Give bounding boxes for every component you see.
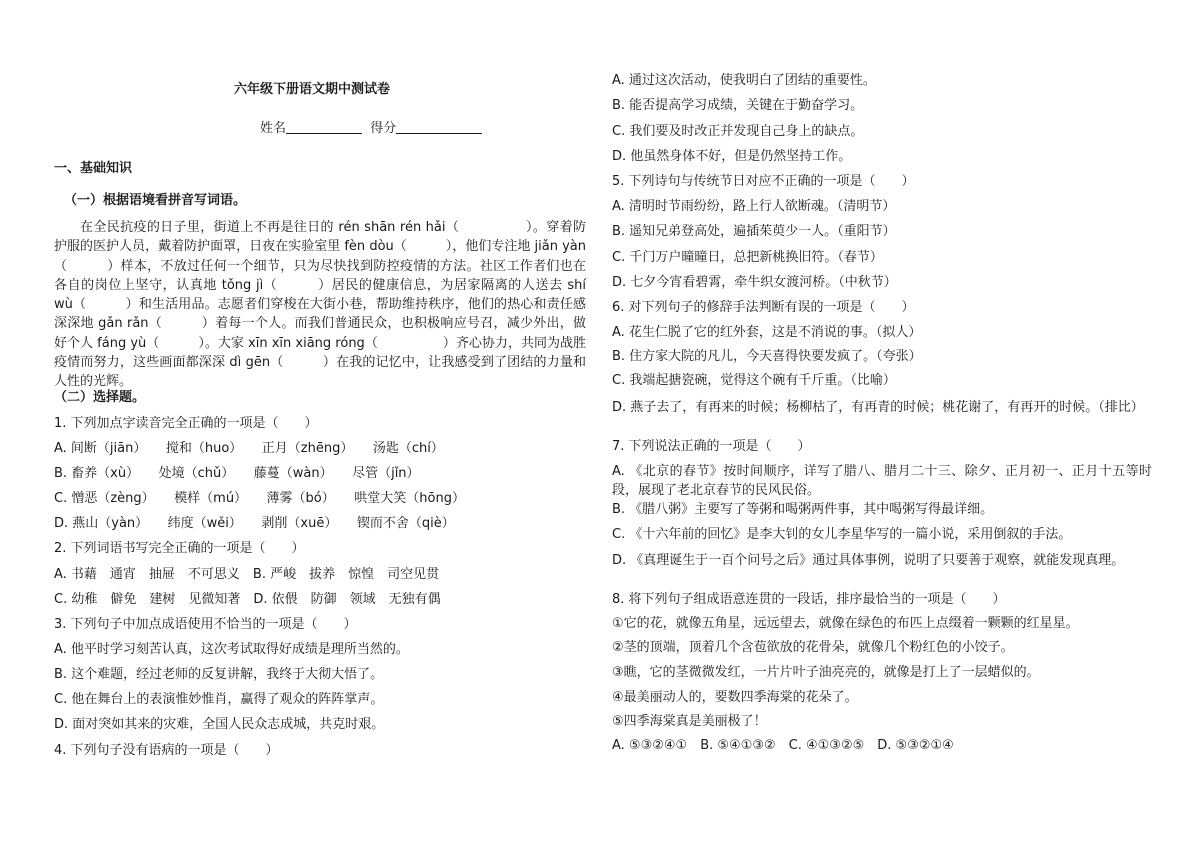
q7-option-c: C. 《十六年前的回忆》是李大钊的女儿李星华写的一篇小说，采用倒叙的手法。 (612, 527, 1072, 542)
q7-option-b: B. 《腊八粥》主要写了等粥和喝粥两件事，其中喝粥写得最详细。 (612, 502, 994, 517)
q2-stem: 2. 下列词语书写完全正确的一项是（ ） (54, 541, 305, 556)
q8-sentence-3: ③瞧，它的茎微微发红，一片片叶子油亮亮的，就像是打上了一层蜡似的。 (612, 665, 1040, 680)
name-score-line (260, 120, 482, 138)
q8-sentence-1: ①它的花，就像五角星，远远望去，就像在绿色的布匹上点缀着一颗颗的红星星。 (612, 616, 1079, 631)
q8-sentence-2: ②茎的顶端，顶着几个含苞欲放的花骨朵，就像几个粉红色的小饺子。 (612, 640, 1014, 655)
score-label: 得分 (370, 121, 397, 136)
q4-stem: 4. 下列句子没有语病的一项是（ ） (54, 743, 279, 758)
pinyin-paragraph: 在全民抗疫的日子里，街道上不再是往日的 rén shān rén hǎi（ ）。穿着防护服的医护人员，戴着防护面罩，日夜在实验室里 fèn dòu（ ），他们专注地 jiǎn yàn（ ）样本，不放过任何一个细节，只为尽快找到防控疫情的方法。社区工作者们也在各自的岗位上坚守，认真地 tǒng jì（ ）居民的健康信息，为居家隔离的人送去 shí wù（ ）和生活用品。志愿者们穿梭在大街小巷，帮助维持秩序，他们的热心和责任感深深地 gǎn rǎn（ ）着每一个人。而我们普通民众，也积极响应号召，减少外出，做好个人 fáng yù（ ）。大家 xīn xīn xiāng róng（ ）齐心协力，共同为战胜疫情而努力，这些画面都深深 dì gēn（ ）在我的记忆中，让我感受到了团结的力量和人性的光辉。 (54, 220, 586, 390)
q4-option-a: A. 通过这次活动，使我明白了团结的重要性。 (612, 73, 876, 88)
q5-stem: 5. 下列诗句与传统节日对应不正确的一项是（ ） (612, 174, 915, 189)
exam-title: 六年级下册语文期中测试卷 (234, 82, 391, 97)
q1-option-c: C. 憎恶（zèng） 模样（mú） 薄雾（bó） 哄堂大笑（hōng） (54, 491, 465, 506)
q3-stem: 3. 下列句子中加点成语使用不恰当的一项是（ ） (54, 617, 357, 632)
q7-stem: 7. 下列说法正确的一项是（ ） (612, 439, 811, 454)
q8-stem: 8. 将下列句子组成语意连贯的一段话，排序最恰当的一项是（ ） (612, 592, 1006, 607)
q1-option-d: D. 燕山（yàn） 纬度（wěi） 剥削（xuē） 锲而不舍（qiè） (54, 516, 455, 531)
q3-option-d: D. 面对突如其来的灾难，全国人民众志成城，共克时艰。 (54, 717, 385, 732)
part2-heading: （二）选择题。 (54, 390, 146, 405)
q5-option-d: D. 七夕今宵看碧霄，牵牛织女渡河桥。（中秋节） (612, 275, 897, 290)
q1-option-a: A. 间断（jiān） 搅和（huo） 正月（zhēng） 汤匙（chí） (54, 441, 444, 456)
q1-option-b: B. 畜养（xù） 处境（chǔ） 藤蔓（wàn） 尽管（jǐn） (54, 466, 420, 481)
q5-option-c: C. 千门万户曈曈日，总把新桃换旧符。（春节） (612, 250, 883, 265)
q2-option-cd: C. 幼稚 僻免 建树 见微知著 D. 依偎 防御 领域 无独有偶 (54, 592, 441, 607)
q8-sentence-5: ⑤四季海棠真是美丽极了！ (612, 714, 767, 729)
q4-option-c: C. 我们要及时改正并发现自己身上的缺点。 (612, 124, 864, 139)
q5-option-b: B. 遥知兄弟登高处，遍插茱萸少一人。（重阳节） (612, 224, 896, 239)
q4-option-b: B. 能否提高学习成绩，关键在于勤奋学习。 (612, 98, 864, 113)
score-field[interactable] (396, 120, 482, 134)
q2-option-ab: A. 书藉 通宵 抽屉 不可思义 B. 严峻 拔养 惊惶 司空见贯 (54, 567, 440, 582)
name-label: 姓名 (260, 121, 287, 136)
q1-stem: 1. 下列加点字读音完全正确的一项是（ ） (54, 416, 318, 431)
q6-option-b: B. 住方家大院的凡儿，今天喜得快要发疯了。（夸张） (612, 349, 922, 364)
q3-option-b: B. 这个难题，经过老师的反复讲解，我终于大彻大悟了。 (54, 667, 384, 682)
q5-option-a: A. 清明时节雨纷纷，路上行人欲断魂。（清明节） (612, 199, 896, 214)
section-heading-basics: 一、基础知识 (54, 161, 133, 176)
q6-stem: 6. 对下列句子的修辞手法判断有误的一项是（ ） (612, 300, 915, 315)
q6-option-d: D. 燕子去了，有再来的时候；杨柳枯了，有再青的时候；桃花谢了，有再开的时候。（排比） (612, 400, 1144, 415)
q3-option-a: A. 他平时学习刻苦认真，这次考试取得好成绩是理所当然的。 (54, 642, 409, 657)
name-field[interactable] (286, 120, 362, 134)
q7-option-a: A. 《北京的春节》按时间顺序，详写了腊八、腊月二十三、除夕、正月初一、正月十五等时段，展现了老北京春节的民风民俗。 (612, 464, 1152, 498)
q8-options: A. ⑤③②④① B. ⑤④①③② C. ④①③②⑤ D. ⑤③②①④ (612, 738, 954, 753)
q7-option-d: D. 《真理诞生于一百个问号之后》通过具体事例，说明了只要善于观察，就能发现真理。 (612, 553, 1125, 568)
q6-option-c: C. 我端起搪瓷碗，觉得这个碗有千斤重。（比喻） (612, 373, 896, 388)
q4-option-d: D. 他虽然身体不好，但是仍然坚持工作。 (612, 149, 852, 164)
q8-sentence-4: ④最美丽动人的，要数四季海棠的花朵了。 (612, 690, 858, 705)
q6-option-a: A. 花生仁脱了它的红外套，这是不消说的事。（拟人） (612, 325, 922, 340)
part1-heading: （一）根据语境看拼音写词语。 (64, 193, 247, 208)
q3-option-c: C. 他在舞台上的表演惟妙惟肖，赢得了观众的阵阵掌声。 (54, 692, 384, 707)
